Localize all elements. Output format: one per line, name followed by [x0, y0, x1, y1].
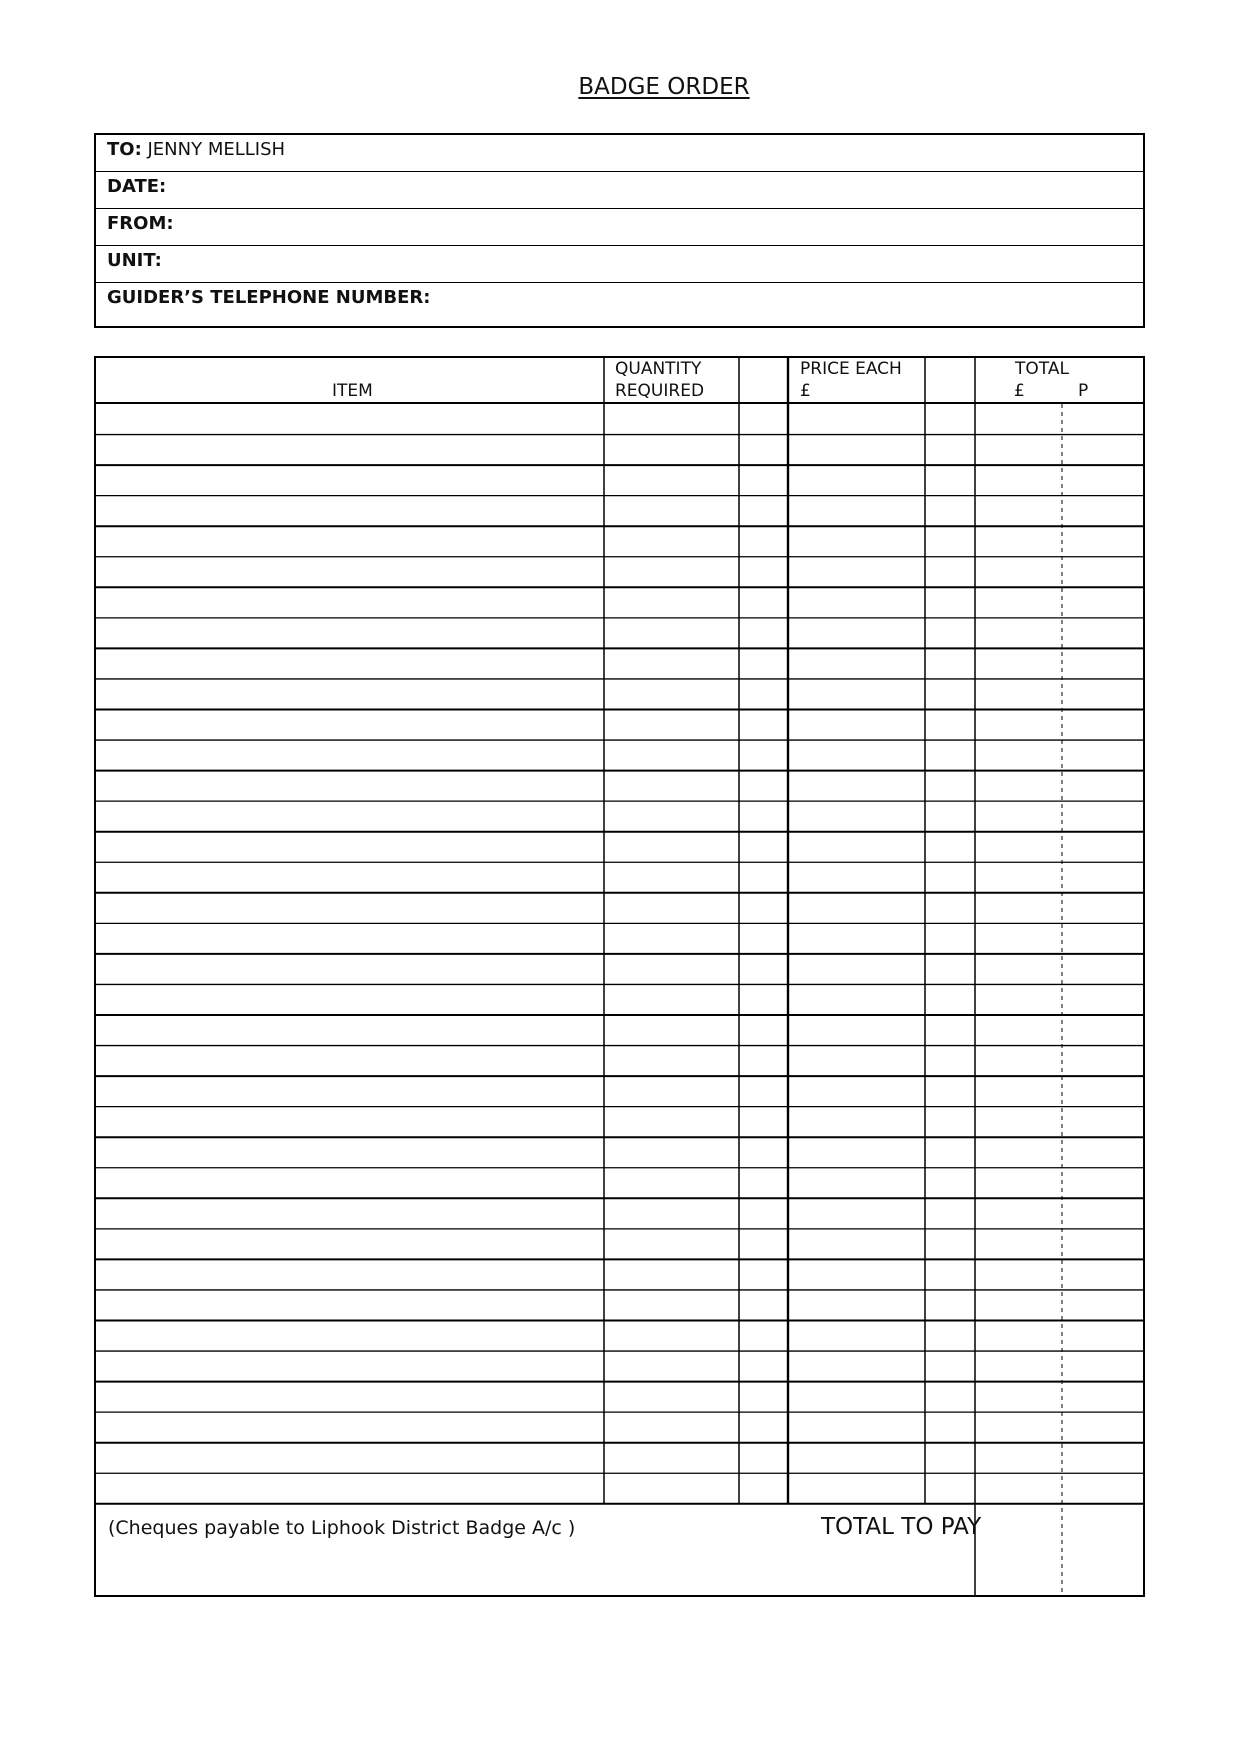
phone-label: GUIDER’S TELEPHONE NUMBER: — [107, 287, 431, 308]
from-label: FROM: — [107, 213, 174, 234]
to-row[interactable] — [96, 135, 1143, 172]
table-header — [96, 358, 1143, 404]
to-value: JENNY MELLISH — [141, 139, 286, 160]
quantity-header: QUANTITY REQUIRED — [615, 359, 705, 401]
item-header: ITEM — [332, 381, 373, 401]
form-title: BADGE ORDER — [578, 74, 750, 100]
to-label: TO: — [107, 139, 142, 160]
order-grid — [96, 358, 1143, 1595]
total-pence-header: P — [1078, 381, 1089, 401]
total-pounds-header: £ — [1014, 381, 1025, 401]
cheque-note: (Cheques payable to Liphook District Badge A/c ) — [108, 1517, 576, 1539]
total-to-pay-label: TOTAL TO PAY — [821, 1514, 982, 1540]
date-label: DATE: — [107, 176, 167, 197]
unit-label: UNIT: — [107, 250, 162, 271]
from-row[interactable] — [96, 209, 1143, 246]
unit-row[interactable] — [96, 246, 1143, 283]
order-table — [94, 356, 1145, 1597]
price-each-header: PRICE EACH £ — [800, 359, 902, 401]
date-row[interactable] — [96, 172, 1143, 209]
phone-row[interactable] — [96, 283, 1143, 311]
order-details-box — [94, 133, 1145, 328]
total-header: TOTAL — [1015, 359, 1069, 379]
